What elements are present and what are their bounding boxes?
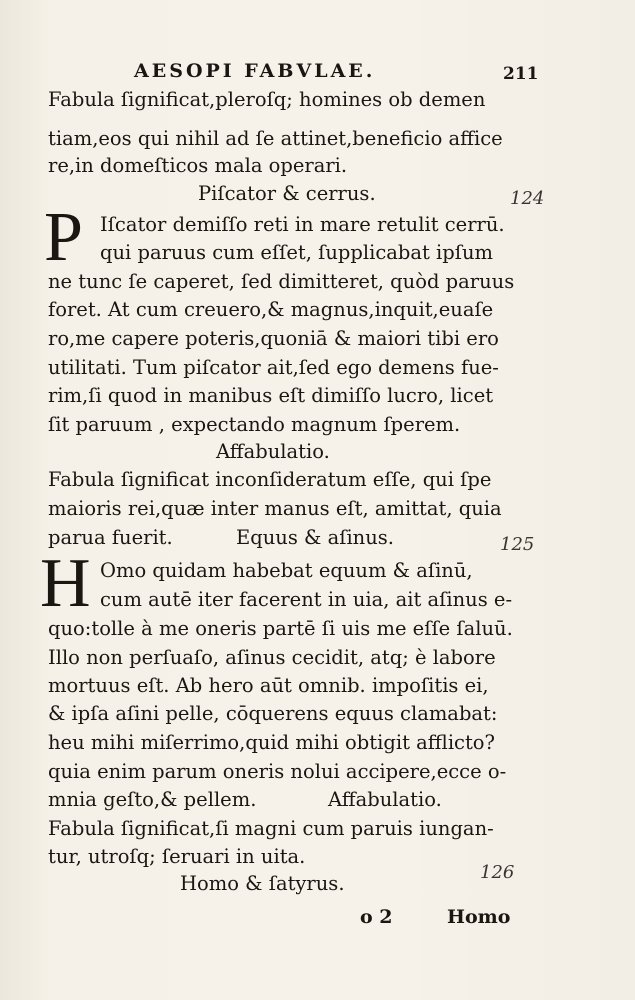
text-line: cum autē iter facerent in uia, ait aſinus e- (100, 588, 513, 611)
text-line: utilitati. Tum piſcator ait,ſed ego demens fue- (48, 356, 499, 379)
affabulatio-heading: Affabulatio. (328, 788, 442, 811)
text-line: quia enim parum oneris nolui accipere,ecce o- (48, 760, 507, 783)
folio-number: 211 (503, 64, 539, 84)
text-line: ro,me capere poteris,quoniā & maiori tibi ero (48, 327, 499, 350)
catchword: Homo (447, 906, 511, 928)
text-line: ſit paruum , expectando magnum ſperem. (48, 413, 461, 436)
text-line: heu mihi miſerrimo,quid mihi obtigit afflicto? (48, 731, 496, 754)
text-line: re,in domeſticos mala operari. (48, 154, 348, 177)
text-line: rim,ſi quod in manibus eſt dimiſſo lucro, licet (48, 384, 494, 407)
fable-title: Equus & aſinus. (236, 526, 394, 549)
text-line: Fabula ſignificat,pleroſq; homines ob demen (48, 88, 486, 111)
text-line: parua fuerit. (48, 526, 173, 549)
margin-note-number: 124 (510, 188, 545, 209)
text-line: mortuus eſt. Ab hero aūt omnib. impoſitis ei, (48, 674, 489, 697)
margin-note-number: 125 (500, 534, 535, 555)
text-line: Illo non perſuaſo, aſinus cecidit, atq; è labore (48, 646, 496, 669)
margin-note-number: 126 (480, 862, 515, 883)
text-line: ne tunc ſe caperet, ſed dimitteret, quòd paruus (48, 270, 515, 293)
fable-title: Homo & ſatyrus. (180, 872, 345, 895)
signature-mark: o 2 (360, 906, 393, 928)
text-line: quo:tolle à me oneris partē ſi uis me eſſe ſaluū. (48, 617, 513, 640)
text-line: maioris rei,quæ inter manus eſt, amittat, quia (48, 497, 502, 520)
text-line: qui paruus cum eſſet, ſupplicabat ipſum (100, 241, 494, 264)
text-line: Fabula ſignificat inconſideratum eſſe, qui ſpe (48, 468, 492, 491)
text-line: Fabula ſignificat,ſi magni cum paruis iungan- (48, 817, 494, 840)
drop-capital: P (44, 199, 83, 276)
text-line: tiam,eos qui nihil ad ſe attinet,beneficio affice (48, 127, 503, 150)
text-line: mnia geſto,& pellem. (48, 788, 257, 811)
affabulatio-heading: Affabulatio. (216, 440, 330, 463)
fable-title: Piſcator & cerrus. (198, 182, 376, 205)
text-line: foret. At cum creuero,& magnus,inquit,euaſe (48, 298, 494, 321)
running-header: AESOPI FABVLAE. (134, 60, 376, 82)
text-line: Omo quidam habebat equum & aſinū, (100, 559, 473, 582)
text-line: Iſcator demiſſo reti in mare retulit cerrū. (100, 213, 505, 236)
text-line: tur, utroſq; ſeruari in uita. (48, 845, 306, 868)
text-line: & ipſa aſini pelle, cōquerens equus clamabat: (48, 702, 498, 725)
drop-capital: H (40, 545, 91, 622)
